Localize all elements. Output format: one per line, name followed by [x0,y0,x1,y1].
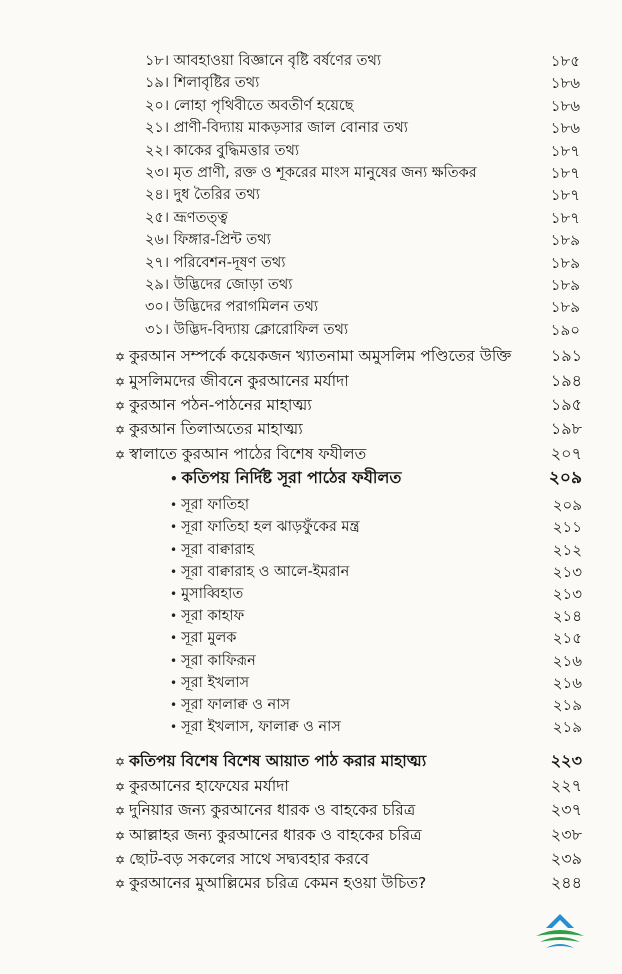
toc-entry-title [145,140,299,162]
sub-toc-entry[interactable] [0,95,622,117]
section-heading[interactable] [0,750,622,772]
toc-page-number: ২২৩ [550,751,582,771]
toc-page-number: ১৮৭ [550,208,580,227]
star-icon: ✡ [115,877,126,892]
toc-entry-text: ২৪। দুধ তৈরির তথ্য [145,187,260,204]
toc-page-number: ১৯৫ [550,395,582,414]
sub-toc-entry[interactable] [0,274,622,296]
toc-page-number: ২০৭ [550,443,582,463]
sub-toc-entry[interactable] [0,72,622,94]
toc-entry-title [170,467,401,490]
toc-entry-text: ২৭। পরিবেশন-দূষণ তথ্য [145,254,286,271]
sura-entry[interactable] [0,583,622,605]
star-icon: ✡ [115,828,126,843]
toc-entry-title [170,716,341,738]
toc-entry[interactable] [0,848,622,870]
sura-entry[interactable] [0,605,622,627]
toc-page-number: ২১১ [552,518,582,537]
sub-toc-entry[interactable] [0,117,622,139]
toc-page-number: ১৮৯ [550,298,580,317]
toc-page-number: ২১৯ [552,696,582,714]
toc-page-number: ২০৯ [548,468,582,489]
toc-page-number: ২১২ [552,540,582,559]
toc-entry[interactable] [0,775,622,797]
publisher-logo-icon [530,910,590,958]
sub-toc-entry[interactable] [0,319,622,341]
bullet-icon: • [170,609,178,624]
bullet-icon: • [170,472,178,487]
section-heading[interactable] [0,467,622,489]
toc-entry-text: সূরা মুলক [181,630,237,647]
toc-page-number: ২৩৭ [550,800,582,820]
sub-toc-entry[interactable] [0,207,622,229]
toc-entry[interactable] [0,345,622,367]
sura-entry[interactable] [0,494,622,516]
toc-page-number: ১৮৯ [550,231,580,250]
toc-entry-text: ২১। প্রাণী-বিদ্যায় মাকড়সার জাল বোনার তথ্য [145,120,408,137]
star-icon: ✡ [115,423,126,438]
toc-page-number: ২৩৯ [550,849,582,868]
toc-entry-title [115,848,369,871]
toc-page-number: ২১৬ [552,673,582,692]
toc-entry-title [170,516,360,538]
toc-entry-title [115,750,426,773]
sub-toc-entry[interactable] [0,229,622,251]
toc-entry-title [145,50,381,72]
toc-page-number: ১৮৯ [550,253,580,272]
sura-entry[interactable] [0,539,622,561]
sub-toc-entry[interactable] [0,252,622,274]
toc-entry-title [115,824,422,847]
toc-entry-title [145,72,259,94]
toc-entry[interactable] [0,370,622,392]
toc-page-number: ২১৪ [552,607,582,626]
toc-entry-title [170,672,249,694]
toc-entry-title [145,95,354,117]
toc-page-number: ১৮৭ [550,141,580,160]
toc-entry[interactable] [0,418,622,440]
toc-page-number: ১৮৫ [550,52,580,70]
toc-entry-title [170,650,256,672]
toc-page-number: ১৮৬ [550,96,580,115]
star-icon: ✡ [115,399,126,413]
toc-entry-title [115,872,426,895]
star-icon: ✡ [115,755,126,770]
toc-page-number: ১৯৮ [550,419,582,439]
toc-entry-title [145,274,292,296]
toc-entry-text: সূরা ফাতিহা হল ঝাড়ফুঁকের মন্ত্র [181,519,360,536]
toc-entry-title [145,184,260,206]
sura-entry[interactable] [0,716,622,738]
sub-toc-entry[interactable] [0,50,622,72]
toc-entry-title [170,694,290,716]
bullet-icon: • [170,653,178,668]
toc-entry-text: দুনিয়ার জন্য কুরআনের ধারক ও বাহকের চরিত্র [129,801,416,820]
toc-entry-text: মুসলিমদের জীবনে কুরআনের মর্যাদা [129,371,349,390]
sura-entry[interactable] [0,672,622,694]
toc-entry-text: ছোট-বড় সকলের সাথে সদ্ব্যবহার করবে [129,850,370,868]
toc-entry-text: সূরা কাহাফ [181,608,245,625]
toc-entry-title [145,117,408,139]
toc-entry[interactable] [0,872,622,894]
toc-entry-text: ২২। কাকের বুদ্ধিমত্তার তথ্য [145,142,300,159]
toc-page-number: ২১৯ [552,718,582,737]
toc-entry-text: সূরা বাক্বারাহ [181,541,255,558]
toc-entry-title [115,370,349,393]
toc-entry-text: আল্লাহর জন্য কুরআনের ধারক ও বাহকের চরিত্র [129,825,422,844]
bullet-icon: • [170,675,178,690]
bullet-icon: • [170,631,178,646]
toc-entry[interactable] [0,799,622,821]
sura-entry[interactable] [0,561,622,583]
toc-page-number: ১৮৬ [550,119,580,138]
star-icon: ✡ [115,853,126,867]
bullet-icon: • [170,564,178,579]
bullet-icon: • [170,698,178,712]
toc-page-number: ১৯০ [550,320,580,339]
sura-entry[interactable] [0,627,622,649]
star-icon: ✡ [115,374,126,389]
bullet-icon: • [170,498,178,513]
toc-entry-title [115,799,415,822]
toc-entry-title [170,561,349,583]
toc-entry[interactable] [0,443,622,465]
toc-entry-text: স্বালাতে কুরআন পাঠের বিশেষ ফযীলত [129,444,367,463]
star-icon: ✡ [115,350,126,365]
toc-entry-text: কুরআনের মুআল্লিমের চরিত্র কেমন হওয়া উচিত? [129,874,427,893]
toc-entry-text: ২৯। উদ্ভিদের জোড়া তথ্য [145,277,293,293]
toc-entry-text: ১৯। শিলাবৃষ্টির তথ্য [145,75,260,92]
toc-entry-title [145,319,348,341]
toc-entry-text: ২৩। মৃত প্রাণী, রক্ত ও শূকরের মাংস মানুষের জন্য ক্ষতিকর [145,165,477,181]
toc-page-number: ২০৯ [552,496,582,515]
toc-entry-text: সূরা বাক্বারাহ ও আলে-ইমরান [181,563,350,580]
bullet-icon: • [170,587,178,601]
toc-entry-text: কতিপয় বিশেষ বিশেষ আয়াত পাঠ করার মাহাত্ম্য [129,752,427,771]
toc-page-number: ২৩৮ [550,824,582,844]
toc-page-number: ১৮৭ [550,164,580,182]
toc-page-number: ১৮৬ [550,74,580,93]
toc-entry-title [170,539,254,561]
toc-page-number: ২১৫ [552,629,582,648]
toc-entry-text: কুরআন পঠন-পাঠনের মাহাত্ম্য [129,396,312,414]
toc-entry-text: সূরা ইখলাস [181,674,250,691]
bullet-icon: • [170,542,178,557]
toc-entry-text: ২৫। ভ্রূণতত্ত্ব [145,209,228,226]
toc-entry-title [145,162,477,184]
sub-toc-entry[interactable] [0,162,622,184]
toc-entry-title [145,252,285,274]
toc-entry-title [145,207,228,229]
toc-entry-title [115,775,289,798]
toc-page-number: ২২৭ [550,775,582,795]
sub-toc-entry[interactable] [0,184,622,206]
toc-entry-title [145,296,318,318]
sura-entry[interactable] [0,516,622,538]
sub-toc-entry[interactable] [0,140,622,162]
toc-page-number: ১৯১ [550,346,582,366]
toc-entry-title [170,494,249,516]
toc-entry-title [170,583,243,605]
toc-entry-text: সূরা ইখলাস, ফালাক্ব ও নাস [181,719,341,736]
sura-entry[interactable] [0,650,622,672]
star-icon: ✡ [115,779,126,794]
toc-entry-text: সূরা ফালাক্ব ও নাস [181,697,290,713]
toc-entry-text: ২০। লোহা পৃথিবীতে অবতীর্ণ হয়েছে [145,97,354,114]
toc-entry-text: কুরআন সম্পর্কে কয়েকজন খ্যাতনামা অমুসলিম পণ্ডিতের উক্তি [129,347,512,366]
star-icon: ✡ [115,804,126,819]
toc-page-number: ২১৩ [552,562,582,581]
toc-entry-title [115,394,312,417]
toc-entry-title [145,229,271,251]
toc-page-number: ২১৬ [552,651,582,670]
sub-toc-entry[interactable] [0,296,622,318]
toc-entry-title [115,443,366,466]
bullet-icon: • [170,720,178,735]
toc-entry-text: ৩১। উদ্ভিদ-বিদ্যায় ক্লোরোফিল তথ্য [145,321,349,338]
star-icon: ✡ [115,447,126,462]
toc-entry[interactable] [0,394,622,416]
toc-entry-title [115,345,511,368]
toc-entry-text: সূরা কাফিরূন [181,652,256,669]
toc-page-number: ১৮৭ [550,186,580,205]
toc-page-number: ২১৩ [552,585,582,603]
toc-entry-text: কুরআনের হাফেযের মর্যাদা [129,776,289,795]
toc-entry-title [115,418,303,441]
toc-entry-text: ১৮। আবহাওয়া বিজ্ঞানে বৃষ্টি বর্ষণের তথ্য [145,53,382,69]
sura-entry[interactable] [0,694,622,716]
toc-entry-text: মুসাব্বিহাত [181,586,244,602]
toc-page-number: ২৪৪ [550,873,582,893]
toc-page-number: ১৯৪ [550,370,582,390]
toc-entry-text: ২৬। ফিঙ্গার-প্রিন্ট তথ্য [145,232,271,249]
toc-entry-text: ৩০। উদ্ভিদের পরাগমিলন তথ্য [145,299,319,316]
toc-entry-title [170,627,236,649]
toc-entry[interactable] [0,824,622,846]
toc-entry-text: কুরআন তিলাঅতের মাহাত্ম্য [129,420,303,439]
toc-entry-text: সূরা ফাতিহা [181,497,250,514]
toc-entry-text: কতিপয় নির্দিষ্ট সূরা পাঠের ফযীলত [181,468,402,488]
bullet-icon: • [170,520,178,535]
toc-page-number: ১৮৯ [550,276,580,294]
toc-entry-title [170,605,244,627]
